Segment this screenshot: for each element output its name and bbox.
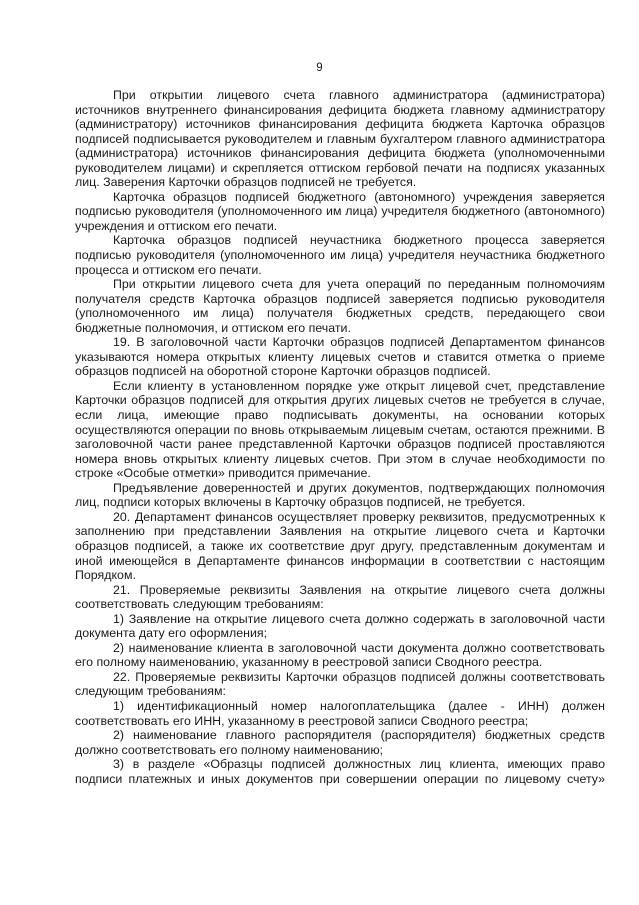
document-body: [75, 88, 605, 786]
paragraph: 1) идентификационный номер налогоплательщика (далее - ИНН) должен соответствовать его ИНН, указанному в реестровой записи Сводного реестра;: [75, 698, 605, 728]
paragraph: 1) Заявление на открытие лицевого счета должно содержать в заголовочной части документа дату его оформления;: [75, 611, 605, 641]
paragraph: 20. Департамент финансов осуществляет проверку реквизитов, предусмотренных к заполнению при представлении Заявления на открытие лицевого счета и Карточки образцов подписей, а также их соответствие друг другу, представленным документам и иной имеющейся в Департаменте финансов информации в соответствии с настоящим Порядком.: [75, 509, 605, 583]
paragraph: При открытии лицевого счета для учета операций по переданным полномочиям получателя средств Карточка образцов подписей заверяется подписью руководителя (уполномоченного им лица) получателя бюджетных средств, передающего свои бюджетные полномочия, и оттиском его печати.: [75, 277, 605, 335]
paragraph: Карточка образцов подписей неучастника бюджетного процесса заверяется подписью руководителя (уполномоченного им лица) учредителя неучастника бюджетного процесса и оттиском его печати.: [75, 233, 605, 277]
paragraph: Предъявление доверенностей и других документов, подтверждающих полномочия лиц, подписи которых включены в Карточку образцов подписей, не требуется.: [75, 480, 605, 510]
paragraph: Карточка образцов подписей бюджетного (автономного) учреждения заверяется подписью руководителя (уполномоченного им лица) учредителя бюджетного (автономного) учреждения и оттиском его печати.: [75, 189, 605, 233]
paragraph: 21. Проверяемые реквизиты Заявления на открытие лицевого счета должны соответствовать следующим требованиям:: [75, 582, 605, 612]
page-number: 9: [316, 62, 323, 74]
paragraph: 22. Проверяемые реквизиты Карточки образцов подписей должны соответствовать следующим требованиям:: [75, 669, 605, 699]
paragraph: 2) наименование главного распорядителя (распорядителя) бюджетных средств должно соответствовать его полному наименованию;: [75, 728, 605, 757]
paragraph: 2) наименование клиента в заголовочной части документа должно соответствовать его полному наименованию, указанному в реестровой записи Сводного реестра.: [75, 640, 605, 670]
paragraph: 19. В заголовочной части Карточки образцов подписей Департаментом финансов указываются номера открытых клиенту лицевых счетов и ставится отметка о приеме образцов подписей на оборотной стороне Карточки образцов подписей.: [75, 335, 605, 379]
paragraph: 3) в разделе «Образцы подписей должностных лиц клиента, имеющих право подписи платежных и иных документов при совершении операции по лицевому счету»: [75, 757, 605, 786]
paragraph: Если клиенту в установленном порядке уже открыт лицевой счет, представление Карточки образцов подписей для открытия других лицевых счетов не требуется в случае, если лица, имеющие право подписывать документы, на основании которых осуществляются операции по вновь открываемым лицевым счетам, остаются прежними. В заголовочной части ранее представленной Карточки образцов подписей проставляются номера вновь открытых клиенту лицевых счетов. При этом в случае необходимости по строке «Особые отметки» приводится примечание.: [75, 378, 605, 481]
paragraph: При открытии лицевого счета главного администратора (администратора) источников внутреннего финансирования дефицита бюджета главному администратору (администратору) источников финансирования дефицита бюджета Карточка образцов подписей подписывается руководителем и главным бухгалтером главного администратора (администратора) источников финансирования дефицита бюджета (уполномоченными руководителем лицами) и скрепляется оттиском гербовой печати на подписях указанных лиц. Заверения Карточки образцов подписей не требуется.: [75, 88, 605, 190]
